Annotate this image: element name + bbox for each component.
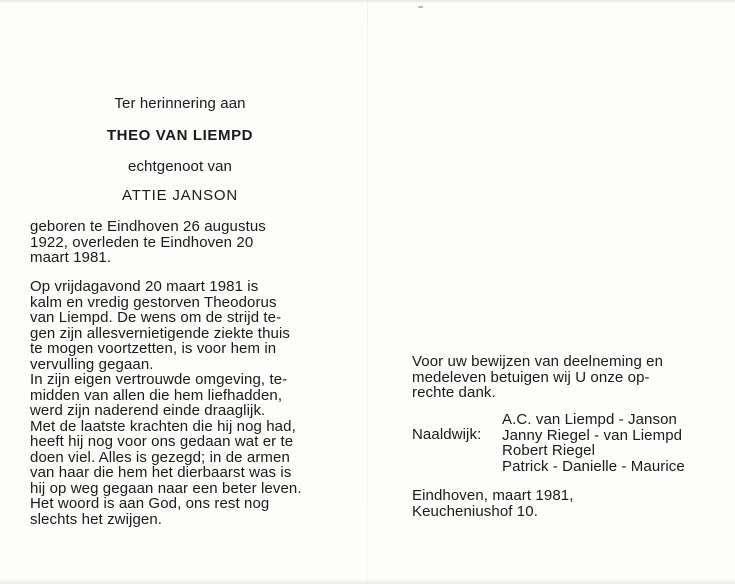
family-member: A.C. van Liempd - Janson	[502, 411, 677, 428]
birth-line-2: 1922, overleden te Eindhoven 20	[30, 233, 254, 251]
tribute-line: Het woord is aan God, ons rest nog	[30, 495, 270, 512]
tribute-line: vervulling gegaan.	[30, 355, 154, 373]
tribute-line: slechts het zwijgen.	[30, 510, 163, 528]
tribute-paragraph	[30, 279, 302, 527]
spouse-name: ATTIE JANSON	[122, 187, 238, 204]
tribute-line: kalm en vredig gestorven Theodorus	[30, 293, 277, 311]
tribute-line: doen viel. Alles is gezegd; in de armen	[30, 448, 290, 466]
tribute-line: werd zijn naderend einde draaglijk.	[30, 402, 266, 419]
tribute-line: heeft hij nog voor ons gedaan wat er te	[30, 433, 294, 450]
thanks-paragraph	[412, 354, 663, 401]
closing-address	[412, 488, 573, 519]
birth-death-paragraph	[30, 219, 324, 266]
card-fold	[367, 0, 368, 584]
birth-line-3: maart 1981.	[30, 249, 112, 266]
tribute-line: Op vrijdagavond 20 maart 1981 is	[30, 278, 259, 295]
family-member: Patrick - Danielle - Maurice	[502, 457, 685, 475]
closing-line: Keucheniushof 10.	[412, 502, 538, 520]
tribute-line: Met de laatste krachten die hij nog had,	[30, 417, 296, 435]
family-member: Janny Riegel - van Liempd	[502, 426, 683, 444]
thanks-line: Voor uw bewijzen van deelneming en	[412, 353, 664, 370]
tribute-line: In zijn eigen vertrouwde omgeving, te-	[30, 371, 288, 388]
intro-text: Ter herinnering aan	[114, 95, 246, 112]
family-member: Robert Riegel	[502, 442, 596, 459]
tribute-line: te mogen voortzetten, is voor hem in	[30, 340, 277, 357]
paper-speck	[418, 6, 423, 8]
tribute-line: van haar die hem het dierbaarst was is	[30, 464, 292, 481]
tribute-line: van Liempd. De wens om de strijd te-	[30, 309, 282, 326]
deceased-name: THEO VAN LIEMPD	[106, 127, 254, 144]
tribute-line: gen zijn allesvernietigende ziekte thuis	[30, 324, 290, 342]
tribute-line: hij op weg gegaan naar een beter leven.	[30, 479, 302, 497]
birth-line-1: geboren te Eindhoven 26 augustus	[30, 218, 266, 235]
thanks-line: rechte dank.	[412, 384, 496, 401]
relation-text: echtgenoot van	[128, 158, 232, 175]
family-list	[502, 412, 685, 474]
thanks-line: medeleven betuigen wij U onze op-	[412, 368, 650, 386]
closing-line: Eindhoven, maart 1981,	[412, 487, 574, 504]
place-label: Naaldwijk:	[412, 426, 482, 443]
tribute-line: midden van allen die hem liefhadden,	[30, 386, 283, 404]
